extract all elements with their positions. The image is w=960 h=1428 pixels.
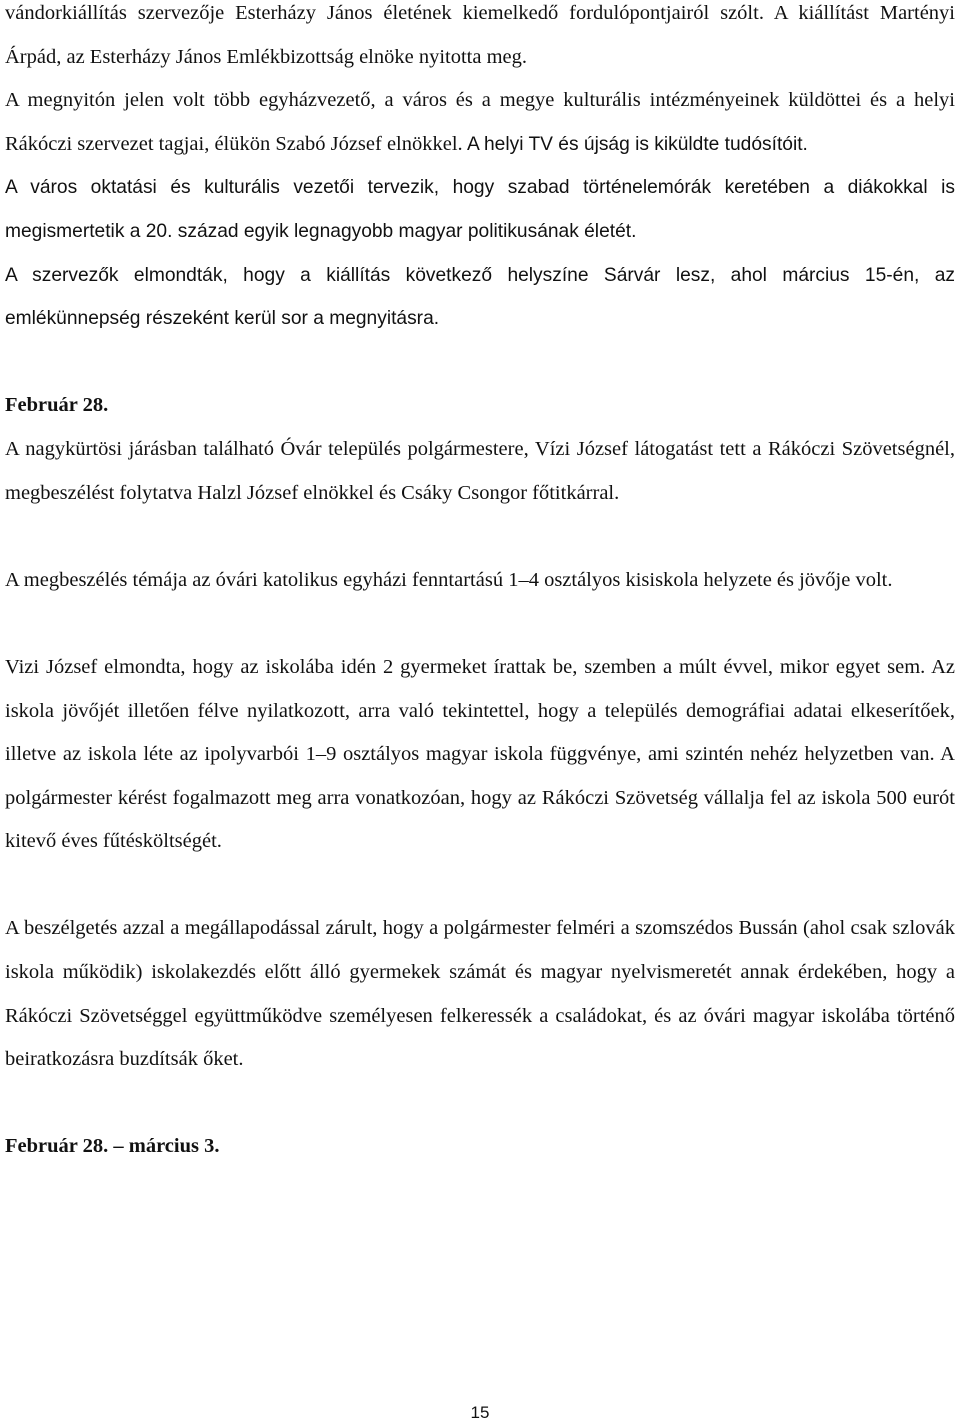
paragraph-next-venue: A szervezők elmondták, hogy a kiállítás következő helyszíne Sárvár lesz, ahol március 15-én, az emlékünnepség részeként kerül sor a megnyitásra. bbox=[5, 264, 955, 330]
paragraph-exhibition: vándorkiállítás szervezője Esterházy János életének kiemelkedő fordulópontjairól szólt. A kiállítást Martényi Árpád, az Esterházy János Emlékbizottság elnöke nyitotta meg. bbox=[5, 2, 955, 68]
paragraph-history-lessons: A város oktatási és kulturális vezetői tervezik, hogy szabad történelemórák keretében a diákokkal is megismertetik a 20. század egyik legnagyobb magyar politikusának életét. bbox=[5, 177, 955, 242]
blank-line bbox=[5, 602, 955, 646]
paragraph-school-situation: Vizi József elmondta, hogy az iskolába idén 2 gyermeket írattak be, szemben a múlt évvel, mikor egyet sem. Az iskola jövőjét illetően félve nyilatkozott, arra való tekintettel, hogy a település demográfiai adatai elkeserítőek, illetve az iskola léte az ipolyvarbói 1–9 osztályos magyar iskola függvénye, ami szintén nehéz helyzetben van. A polgármester kérést fogalmazott meg arra vonatkozóan, hogy az Rákóczi Szövetség vállalja fel az iskola 500 eurót kitevő éves fűtésköltségét. bbox=[5, 655, 955, 853]
opening-guests-text: A megnyitón jelen volt több egyházvezető, a város és a megye kulturális intézményeinek küldöttei és a helyi Rákóczi szervezet tagjai, élükön Szabó József elnökkel. bbox=[5, 89, 955, 155]
blank-line bbox=[5, 1082, 955, 1126]
paragraph-mayor-visit: A nagykürtösi járásban található Óvár település polgármestere, Vízi József látogatást tett a Rákóczi Szövetségnél, megbeszélést folytatva Halzl József elnökkel és Csáky Csongor főtitkárral. bbox=[5, 437, 955, 504]
document-page bbox=[5, 0, 955, 1169]
paragraph-opening-guests bbox=[5, 79, 955, 166]
paragraph-meeting-topic: A megbeszélés témája az óvári katolikus egyházi fenntartású 1–4 osztályos kisiskola helyzete és jövője volt. bbox=[5, 568, 893, 591]
blank-line bbox=[5, 864, 955, 908]
page-number: 15 bbox=[470, 1403, 490, 1422]
date-heading-feb-28-mar-3: Február 28. – március 3. bbox=[5, 1135, 220, 1158]
blank-line bbox=[5, 341, 955, 385]
blank-line bbox=[5, 515, 955, 559]
date-heading-feb-28: Február 28. bbox=[5, 394, 109, 417]
media-coverage-text: A helyi TV és újság is kiküldte tudósítóit. bbox=[462, 133, 808, 155]
paragraph-agreement: A beszélgetés azzal a megállapodással zárult, hogy a polgármester felméri a szomszédos Bussán (ahol csak szlovák iskola működik) iskolakezdés előtt álló gyermekek számát és magyar nyelvismeretét annak érdekében, hogy a Rákóczi Szövetséggel együttműködve személyesen felkeressék a családokat, és az óvári magyar iskolába történő beiratkozásra buzdítsák őket. bbox=[5, 917, 955, 1071]
